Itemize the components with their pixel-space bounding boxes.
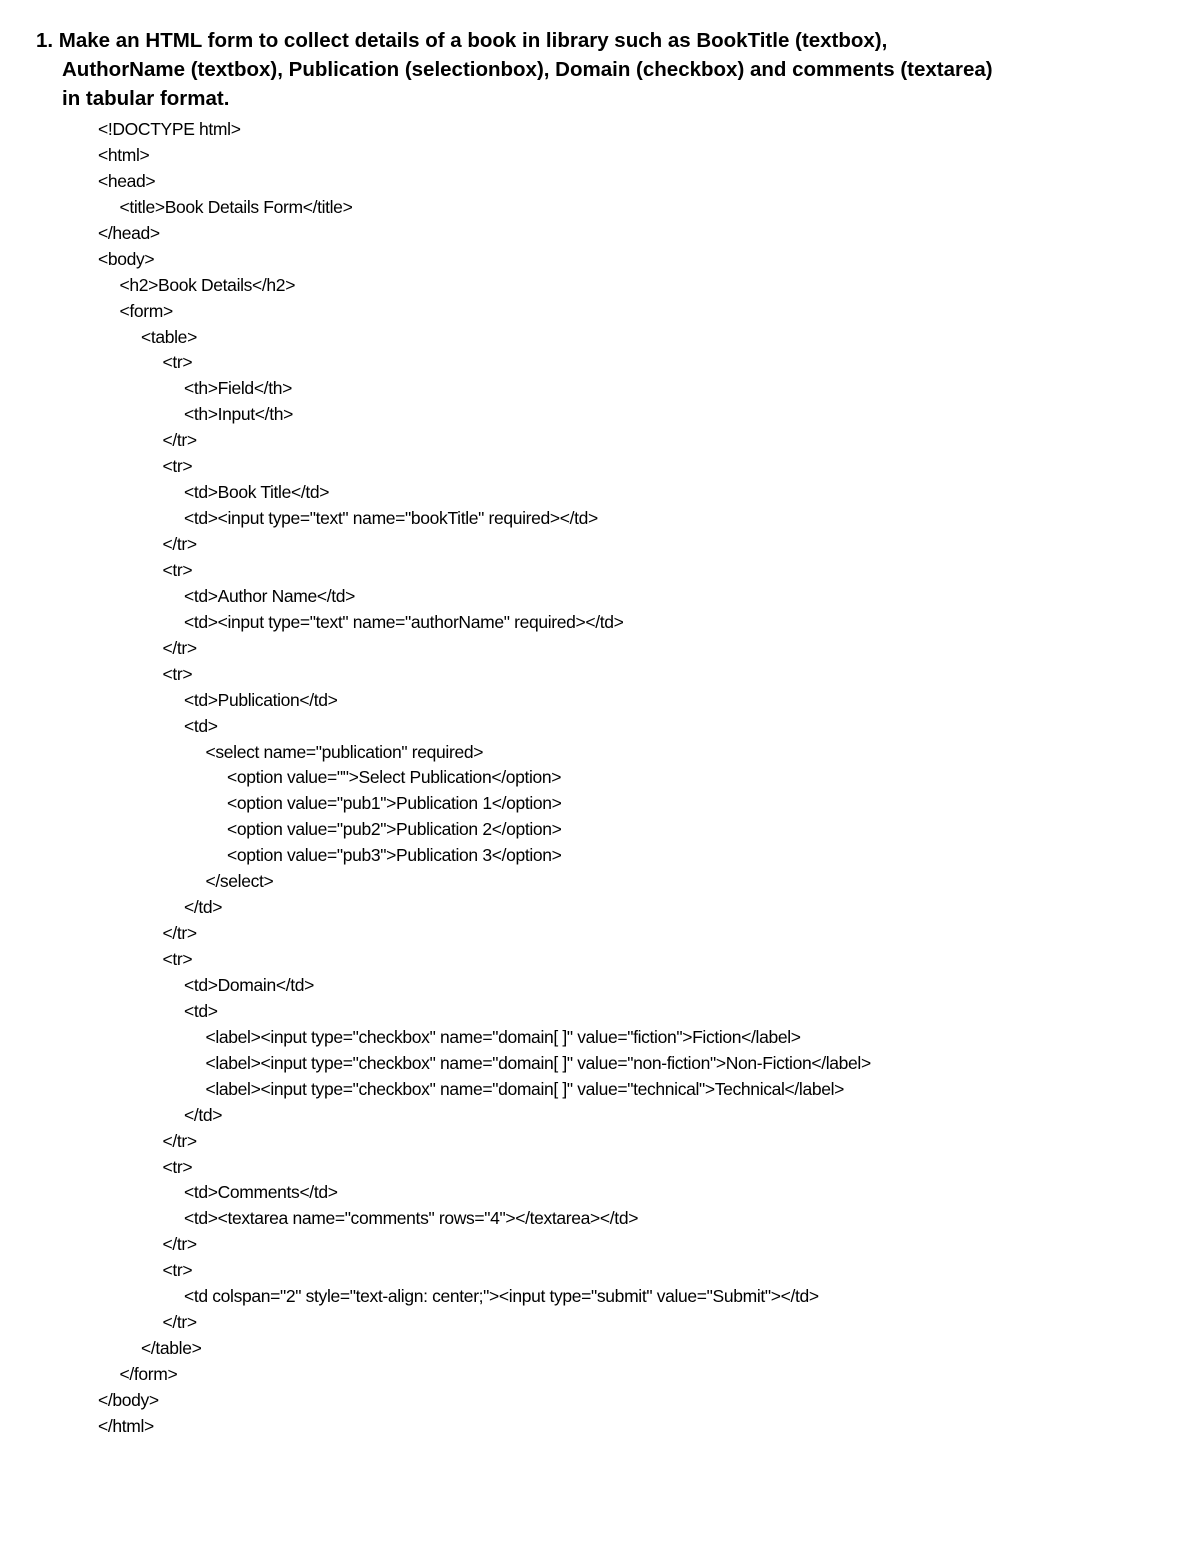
code-line: <td> [184, 715, 218, 736]
code-line: <td>Publication</td> [184, 689, 338, 710]
code-line: </form> [119, 1364, 178, 1384]
code-line: </tr> [162, 1234, 197, 1255]
code-line: <!DOCTYPE html> [98, 119, 241, 139]
question-line-1: 1. Make an HTML form to collect details of a book in library such as BookTitle (textbox), [36, 29, 888, 52]
code-line: <tr> [162, 949, 193, 969]
code-line: <option value="pub1">Publication 1</option> [227, 793, 562, 814]
code-line: <h2>Book Details</h2> [119, 274, 296, 295]
code-line: <td><input type="text" name="authorName" required></td> [184, 611, 624, 632]
code-line: <td> [184, 1000, 218, 1021]
code-line: </body> [98, 1389, 159, 1410]
code-line: </td> [184, 1104, 223, 1125]
code-line: <tr> [162, 1260, 193, 1281]
code-line: <form> [119, 300, 173, 321]
code-line: <option value="">Select Publication</option> [227, 767, 562, 788]
code-line: </tr> [162, 637, 197, 658]
code-line: <tr> [162, 456, 193, 477]
code-line: </select> [205, 871, 274, 892]
code-line: <table> [141, 326, 197, 347]
code-line: <label><input type="checkbox" name="domain[ ]" value="fiction">Fiction</label> [205, 1026, 801, 1047]
code-line: <td>Author Name</td> [184, 585, 356, 606]
code-line: </table> [141, 1338, 202, 1359]
code-line: </td> [184, 897, 223, 918]
code-line: </tr> [162, 534, 197, 554]
code-line: <td>Domain</td> [184, 974, 314, 995]
code-line: <option value="pub2">Publication 2</option> [227, 819, 562, 840]
code-line: <tr> [162, 1156, 193, 1177]
code-line: <td>Comments</td> [184, 1182, 338, 1203]
code-line: <tr> [162, 352, 193, 373]
code-line: </tr> [162, 430, 197, 451]
code-line: <td>Book Title</td> [184, 482, 330, 503]
code-line: <tr> [162, 663, 193, 684]
code-line: <title>Book Details Form</title> [119, 196, 353, 217]
code-line: </html> [98, 1415, 154, 1436]
code-line: <select name="publication" required> [205, 741, 484, 762]
code-line: </tr> [162, 1130, 197, 1151]
code-line: <th>Input</th> [184, 404, 293, 425]
code-line: </head> [98, 222, 160, 243]
code-line: </tr> [162, 923, 197, 944]
code-line: <tr> [162, 559, 193, 580]
code-line: <td><input type="text" name="bookTitle" required></td> [184, 508, 598, 529]
code-line: <option value="pub3">Publication 3</option> [227, 845, 562, 866]
question-line-2: AuthorName (textbox), Publication (selectionbox), Domain (checkbox) and comments (textarea) [62, 58, 993, 81]
code-line: <head> [98, 170, 156, 191]
question-heading [36, 26, 1186, 113]
question-line-3: in tabular format. [62, 87, 230, 110]
code-line: <html> [98, 144, 150, 165]
code-line: <td colspan="2" style="text-align: center;"><input type="submit" value="Submit"></td> [184, 1286, 819, 1307]
code-listing [98, 117, 1178, 1440]
code-line: </tr> [162, 1312, 197, 1333]
code-line: <th>Field</th> [184, 378, 292, 399]
code-line: <body> [98, 248, 155, 269]
code-line: <label><input type="checkbox" name="domain[ ]" value="non-fiction">Non-Fiction</label> [205, 1052, 871, 1073]
code-line: <td><textarea name="comments" rows="4"></textarea></td> [184, 1208, 639, 1229]
code-line: <label><input type="checkbox" name="domain[ ]" value="technical">Technical</label> [205, 1078, 845, 1099]
